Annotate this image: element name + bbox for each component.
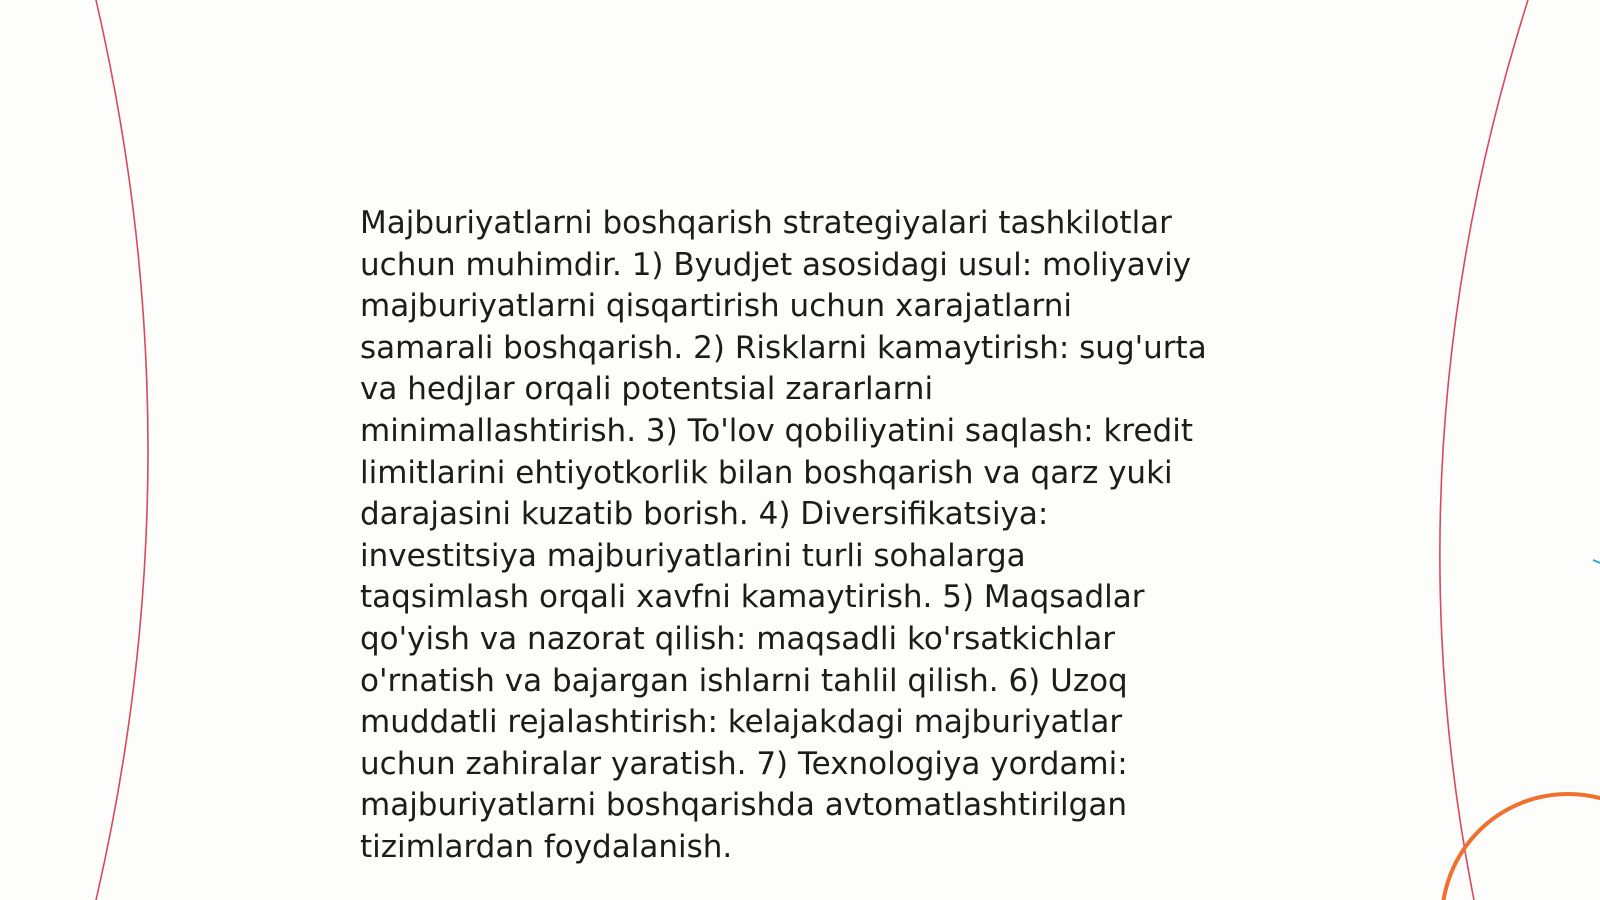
right-curve-line [1440, 0, 1528, 900]
orange-ring-decoration [1442, 794, 1600, 900]
left-curve-line [96, 0, 148, 900]
slide-body-text: Majburiyatlarni boshqarish strategiyalari tashkilotlar uchun muhimdir. 1) Byudjet asosidagi usul: moliyaviy majburiyatlarni qisqartirish uchun xarajatlarni samarali boshqarish. 2) Risklarni kamaytirish: sug'urta va hedjlar orqali potentsial zararlarni minimallashtirish. 3) To'lov qobiliyatini saqlash: kredit limitlarini ehtiyotkorlik bilan boshqarish va qarz yuki darajasini kuzatib borish. 4) Diversifikatsiya: investitsiya majburiyatlarini turli sohalarga taqsimlash orqali xavfni kamaytirish. 5) Maqsadlar qo'yish va nazorat qilish: maqsadli ko'rsatkichlar o'rnatish va bajargan ishlarni tahlil qilish. 6) Uzoq muddatli rejalashtirish: kelajakdagi majburiyatlar uchun zahiralar yaratish. 7) Texnologiya yordami: majburiyatlarni boshqarishda avtomatlashtirilgan tizimlardan foydalanish. [360, 205, 1207, 865]
blue-accent-mark [1593, 560, 1600, 563]
